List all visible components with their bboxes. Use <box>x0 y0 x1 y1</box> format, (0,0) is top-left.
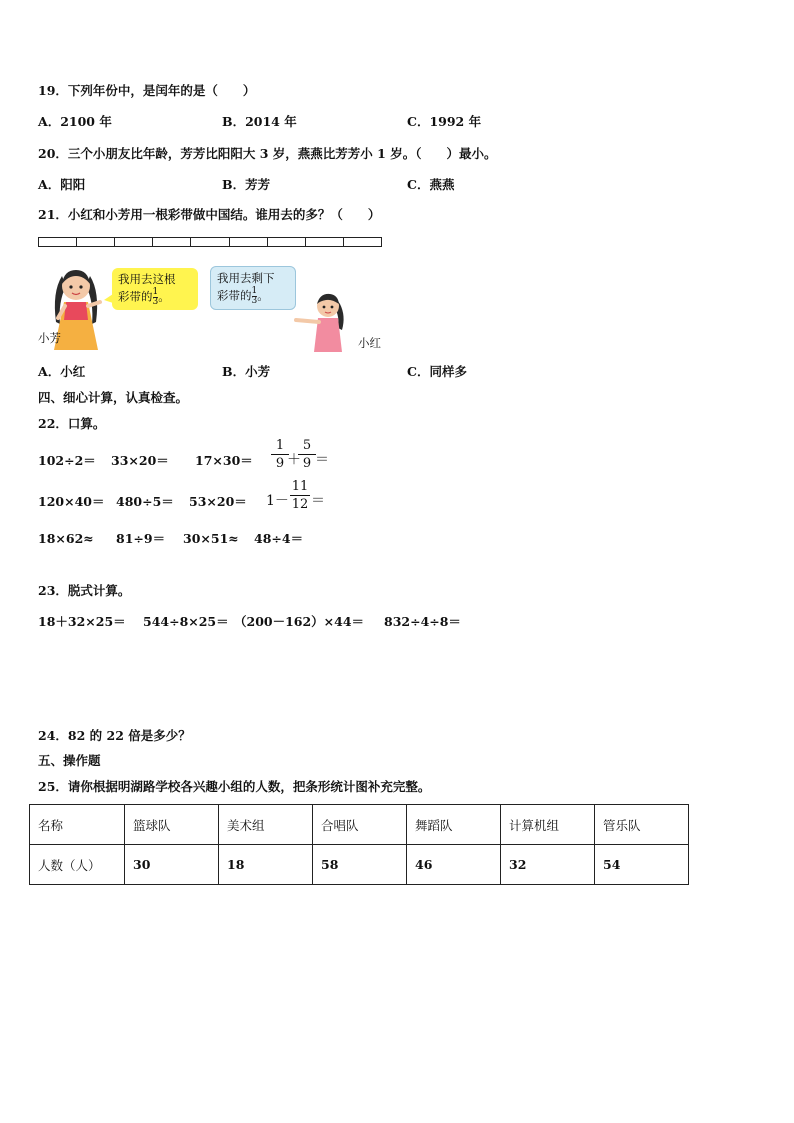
q25-stem: 25．请你根据明湖路学校各兴趣小组的人数，把条形统计图补充完整。 <box>38 779 431 794</box>
q22-plus: ＋ <box>287 452 301 468</box>
q20-option-b[interactable]: B．芳芳 <box>222 177 271 192</box>
bubble-right-tail: 。 <box>257 288 269 303</box>
q22-fraction-1-9: 1 9 <box>271 438 289 471</box>
bubble-right-line1: 我用去剩下 <box>217 271 275 285</box>
table-cell: 美术组 <box>219 805 313 845</box>
table-cell: 人数（人） <box>30 845 125 885</box>
bubble-right-line2 <box>217 287 289 306</box>
q23-expr: 544÷8×25＝ <box>143 614 229 629</box>
table-cell: 管乐队 <box>595 805 689 845</box>
q24-stem: 24．82 的 22 倍是多少？ <box>38 728 191 743</box>
table-cell: 名称 <box>30 805 125 845</box>
q22-stem: 22．口算。 <box>38 416 106 431</box>
q22-expr: 33×20＝ <box>111 453 169 468</box>
bubble-left-prefix: 彩带的 <box>118 289 153 304</box>
table-row <box>30 845 689 885</box>
table-cell: 18 <box>219 845 313 885</box>
q22-fraction-5-9: 5 9 <box>298 438 316 471</box>
section4-heading: 四、细心计算，认真检查。 <box>38 390 189 405</box>
table-header-row <box>30 805 689 845</box>
q22-equals: ＝ <box>315 452 329 468</box>
fraction-one-third-left: $\frac{1}{3}$ <box>152 287 159 307</box>
name-xiaofang: 小芳 <box>38 331 61 345</box>
table-cell: 30 <box>125 845 219 885</box>
name-xiaohong: 小红 <box>358 336 381 350</box>
q22-one-minus: 1－ <box>266 493 289 509</box>
bubble-left-line2 <box>118 288 192 307</box>
q22-fraction-11-12: 11 12 <box>291 479 309 512</box>
speech-bubble-left <box>112 268 198 310</box>
table-cell: 篮球队 <box>125 805 219 845</box>
table-cell: 32 <box>501 845 595 885</box>
q20-stem: 20．三个小朋友比年龄，芳芳比阳阳大 3 岁，燕燕比芳芳小 1 岁。（ ）最小。 <box>38 146 497 161</box>
bubble-left-line1: 我用去这根 <box>118 272 176 286</box>
interest-group-table <box>29 804 689 885</box>
q20-option-a[interactable]: A．阳阳 <box>38 177 86 192</box>
q22-expr: 17×30＝ <box>195 453 253 468</box>
q22-expr: 18×62≈ <box>38 531 94 546</box>
bubble-left-pointer <box>104 292 116 304</box>
q19-option-c[interactable]: C．1992 年 <box>407 114 482 129</box>
q21-stem: 21．小红和小芳用一根彩带做中国结。谁用去的多？（ ） <box>38 207 381 222</box>
q21-option-a[interactable]: A．小红 <box>38 364 86 379</box>
q21-option-b[interactable]: B．小芳 <box>222 364 271 379</box>
q22-expr: 480÷5＝ <box>116 494 174 509</box>
q22-expr: 53×20＝ <box>189 494 247 509</box>
table-cell: 舞蹈队 <box>407 805 501 845</box>
q23-expr: 18＋32×25＝ <box>38 614 126 629</box>
bubble-left-tail: 。 <box>158 289 170 304</box>
fraction-one-third-right: $\frac{1}{3}$ <box>251 286 258 306</box>
q19-stem: 19．下列年份中，是闰年的是（ ） <box>38 83 256 98</box>
q22-expr: 48÷4＝ <box>254 531 304 546</box>
q22-expr: 102÷2＝ <box>38 453 96 468</box>
q22-expr: 81÷9＝ <box>116 531 166 546</box>
ribbon-diagram <box>38 237 382 247</box>
table-cell: 合唱队 <box>313 805 407 845</box>
q23-expr: 832÷4÷8＝ <box>384 614 461 629</box>
q23-expr: （200－162）×44＝ <box>234 614 365 629</box>
table-cell: 54 <box>595 845 689 885</box>
q19-option-b[interactable]: B．2014 年 <box>222 114 297 129</box>
q22-expr: 30×51≈ <box>183 531 239 546</box>
q20-option-c[interactable]: C．燕燕 <box>407 177 455 192</box>
table-cell: 58 <box>313 845 407 885</box>
table-cell: 46 <box>407 845 501 885</box>
q22-equals: ＝ <box>311 493 325 509</box>
q19-option-a[interactable]: A．2100 年 <box>38 114 112 129</box>
q21-option-c[interactable]: C．同样多 <box>407 364 467 379</box>
table-cell: 计算机组 <box>501 805 595 845</box>
q23-stem: 23．脱式计算。 <box>38 583 131 598</box>
bubble-right-prefix: 彩带的 <box>217 288 252 303</box>
section5-heading: 五、操作题 <box>38 753 101 768</box>
q22-expr: 120×40＝ <box>38 494 105 509</box>
girl-xiaohong-illustration <box>288 290 358 352</box>
